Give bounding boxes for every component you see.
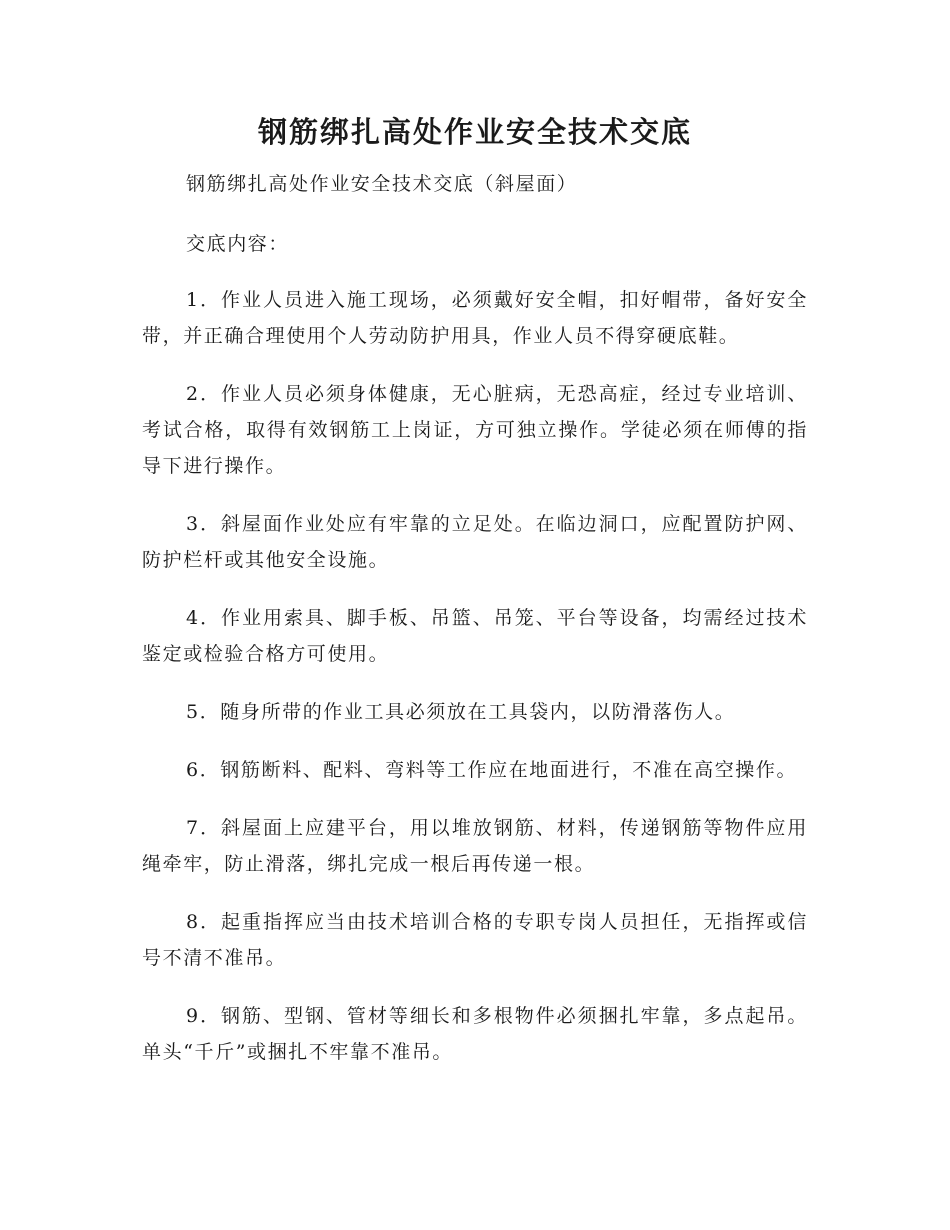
list-item-4: 4．作业用索具、脚手板、吊篮、吊笼、平台等设备，均需经过技术鉴定或检验合格方可使用。 xyxy=(142,607,808,665)
list-item-6: 6．钢筋断料、配料、弯料等工作应在地面进行，不准在高空操作。 xyxy=(186,759,798,781)
list-item-9: 9．钢筋、型钢、管材等细长和多根物件必须捆扎牢靠，多点起吊。单头“千斤”或捆扎不牢靠不准吊。 xyxy=(142,1005,808,1063)
document-subtitle: 钢筋绑扎高处作业安全技术交底（斜屋面） xyxy=(186,173,578,195)
document-title: 钢筋绑扎高处作业安全技术交底 xyxy=(257,115,692,149)
section-intro: 交底内容： xyxy=(186,233,290,255)
list-item-2: 2．作业人员必须身体健康，无心脏病，无恐高症，经过专业培训、考试合格，取得有效钢筋工上岗证，方可独立操作。学徒必须在师傅的指导下进行操作。 xyxy=(142,383,808,477)
list-item-3: 3．斜屋面作业处应有牢靠的立足处。在临边洞口，应配置防护网、防护栏杆或其他安全设施。 xyxy=(142,513,808,571)
list-item-8: 8．起重指挥应当由技术培训合格的专职专岗人员担任，无指挥或信号不清不准吊。 xyxy=(142,911,808,969)
list-item-1: 1．作业人员进入施工现场，必须戴好安全帽，扣好帽带，备好安全带，并正确合理使用个人劳动防护用具，作业人员不得穿硬底鞋。 xyxy=(142,289,808,347)
list-item-5: 5．随身所带的作业工具必须放在工具袋内，以防滑落伤人。 xyxy=(186,701,736,723)
list-item-7: 7．斜屋面上应建平台，用以堆放钢筋、材料，传递钢筋等物件应用绳牵牢，防止滑落，绑扎完成一根后再传递一根。 xyxy=(142,817,808,875)
document-body xyxy=(142,166,808,1092)
